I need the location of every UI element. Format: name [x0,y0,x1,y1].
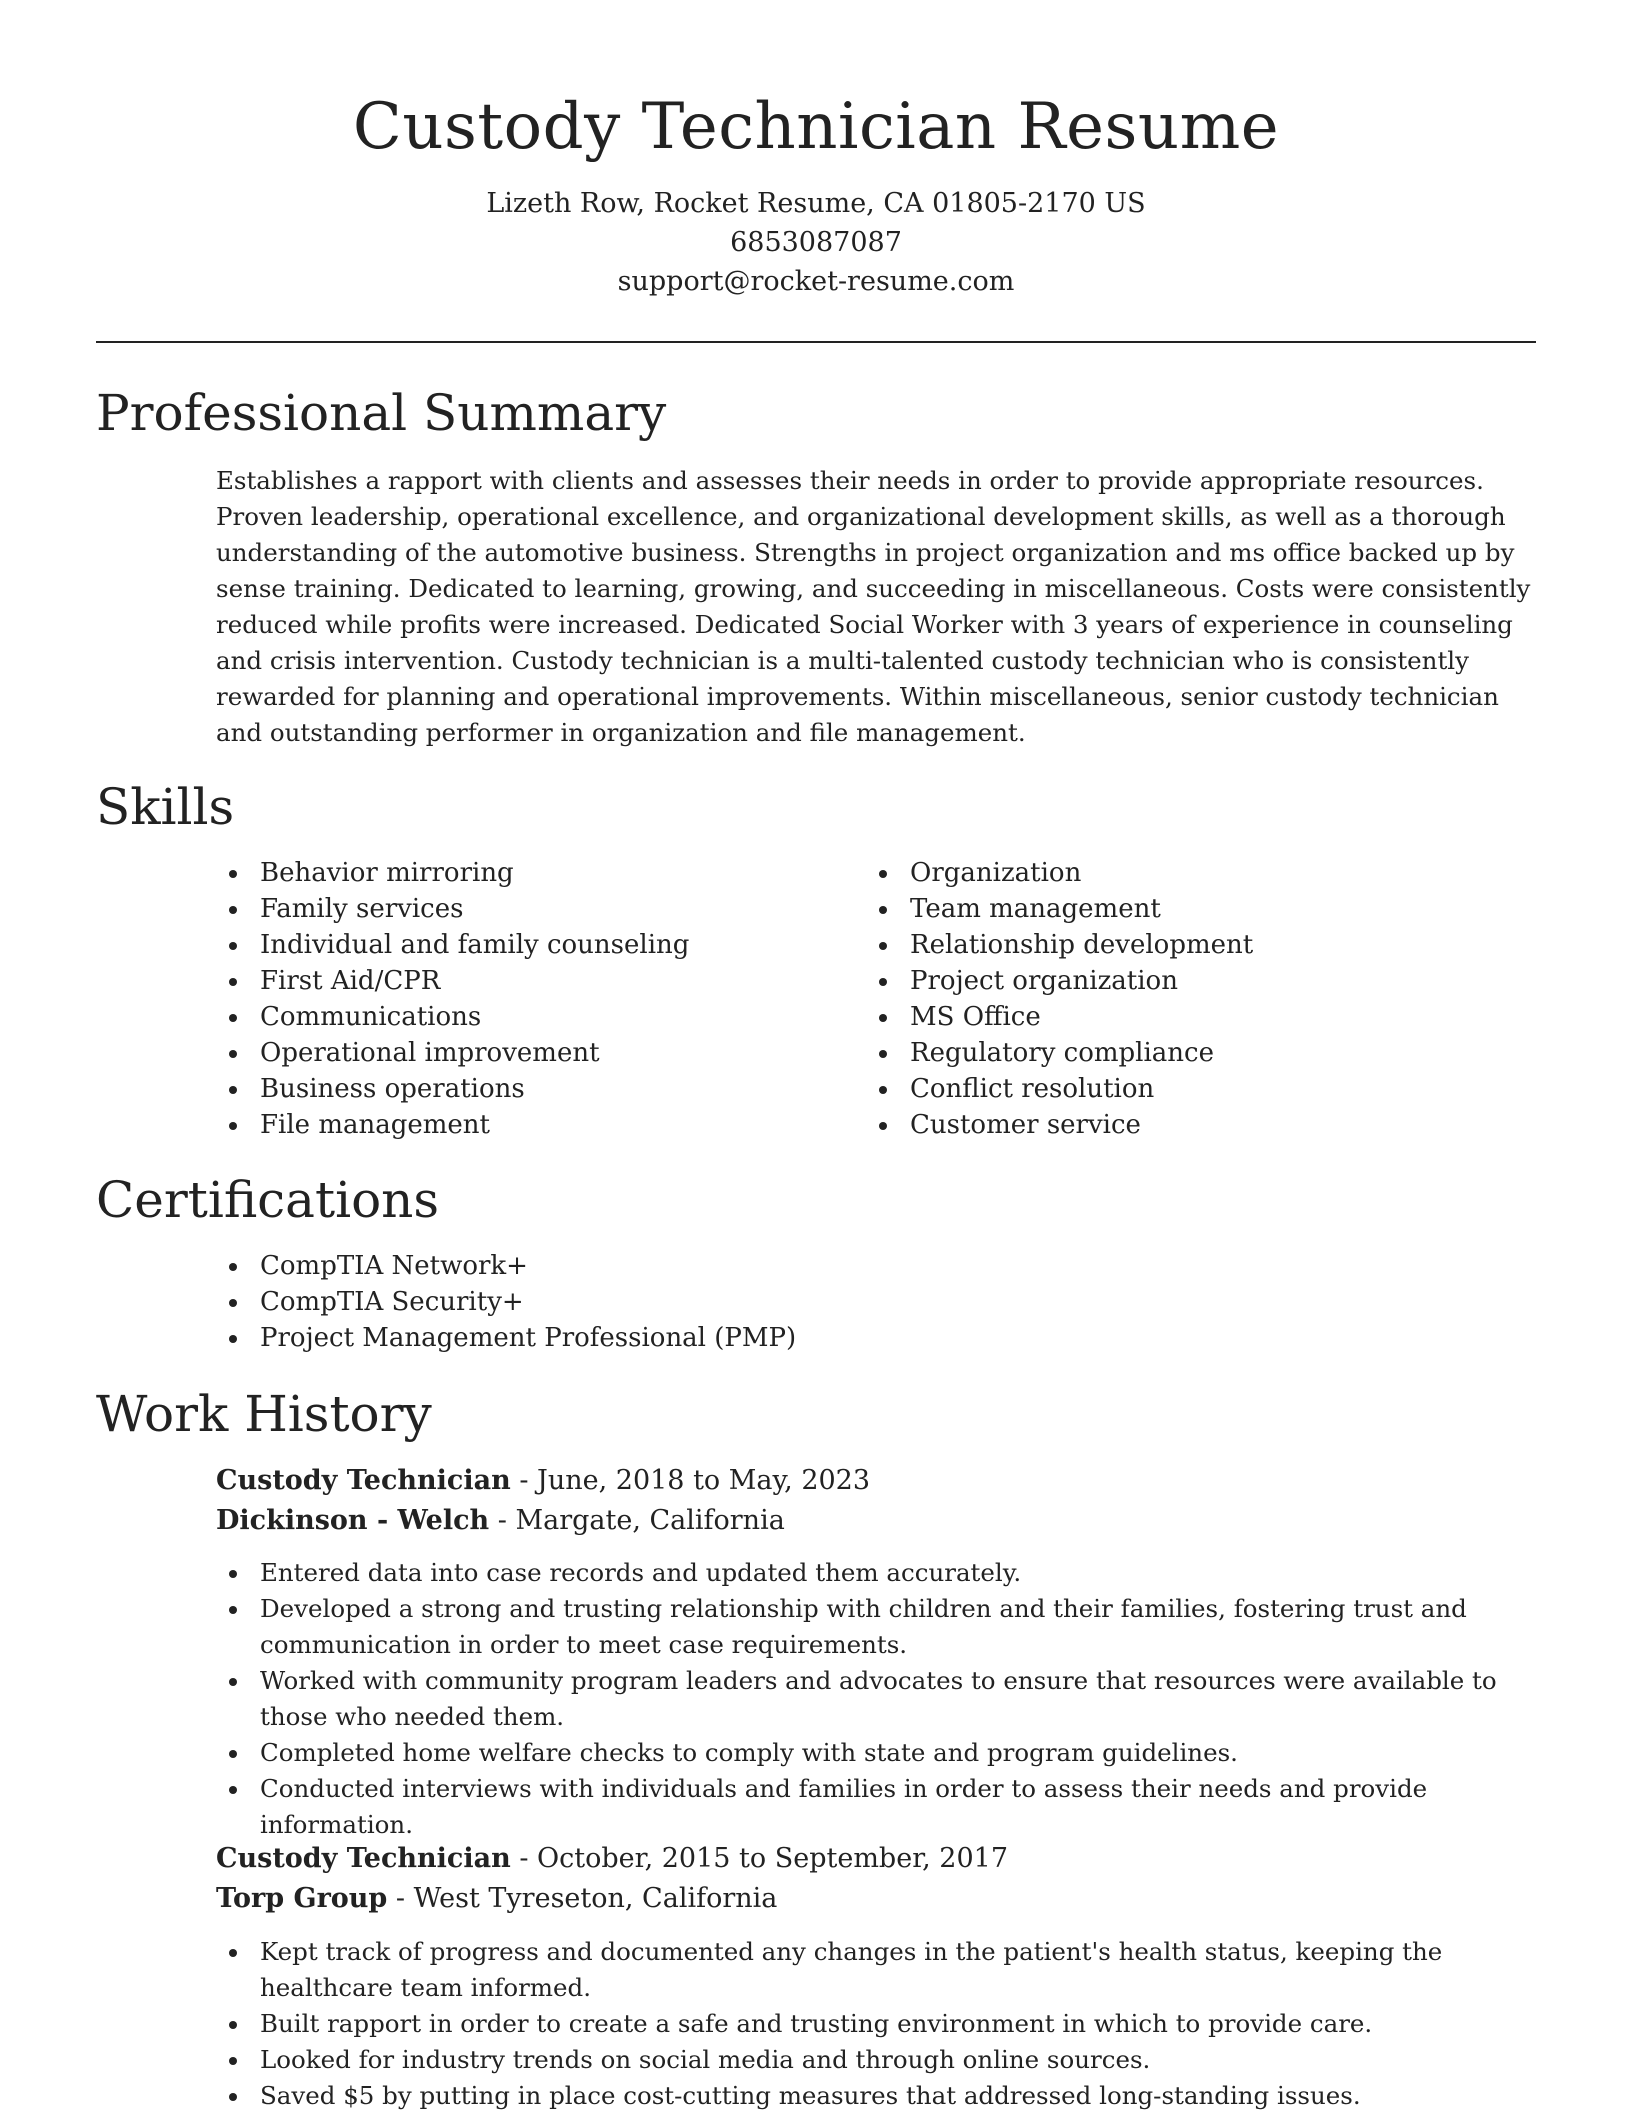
job-1-header [216,1461,870,1541]
contact-email: support@rocket-resume.com [617,266,1015,297]
skill-item: Communications [216,999,856,1035]
certifications-list [216,1248,1116,1356]
job-1-company-line [216,1501,870,1541]
job-2-company-line [216,1879,1008,1919]
skills-heading: Skills [96,778,235,836]
job-1-title-line [216,1461,870,1501]
skill-item: Operational improvement [216,1035,856,1071]
skill-item: Relationship development [866,927,1506,963]
job-1-company: Dickinson - Welch [216,1505,490,1536]
contact-block [0,184,1632,301]
skills-column-left [216,855,856,1143]
duty-item: Saved $5 by putting in place cost-cutting measures that addressed long-standing issues. [216,2078,1546,2114]
skill-item: MS Office [866,999,1506,1035]
job-2-company: Torp Group [216,1883,388,1914]
duty-item: Conducted interviews with individuals and families in order to assess their needs and provide information. [216,1771,1546,1843]
work-history-heading: Work History [96,1385,432,1443]
summary-text: Establishes a rapport with clients and assesses their needs in order to provide appropriate resources. Proven leadership, operational excellence, and organizational development skills, as well as a thorough understanding of the automotive business. Strengths in project organization and ms office backed up by sense training. Dedicated to learning, growing, and succeeding in miscellaneous. Costs were consistently reduced while profits were increased. Dedicated Social Worker with 3 years of experience in counseling and crisis intervention. Custody technician is a multi-talented custody technician who is consistently rewarded for planning and operational improvements. Within miscellaneous, senior custody technician and outstanding performer in organization and file management. [216,466,1531,747]
certification-item: CompTIA Network+ [216,1248,1116,1284]
header-divider [96,341,1536,343]
job-2-duties [216,1934,1546,2114]
job-2-location: - West Tyreseton, California [387,1883,778,1914]
skill-item: First Aid/CPR [216,963,856,999]
job-2-title-line [216,1839,1008,1879]
job-1-role: Custody Technician [216,1465,511,1496]
certification-item: Project Management Professional (PMP) [216,1320,1116,1356]
job-2-dates: - October, 2015 to September, 2017 [510,1843,1009,1874]
duty-item: Kept track of progress and documented any changes in the patient's health status, keeping the healthcare team informed. [216,1934,1546,2006]
job-1-location: - Margate, California [489,1505,785,1536]
job-1-duties-list [216,1555,1546,1843]
contact-address: Lizeth Row, Rocket Resume, CA 01805-2170 US [486,188,1146,219]
job-2-role: Custody Technician [216,1843,511,1874]
skill-item: Behavior mirroring [216,855,856,891]
job-1-dates: - June, 2018 to May, 2023 [510,1465,871,1496]
skill-item: Family services [216,891,856,927]
duty-item: Looked for industry trends on social media and through online sources. [216,2042,1546,2078]
skills-column-right [866,855,1506,1143]
duty-item: Developed a strong and trusting relationship with children and their families, fostering trust and communication in order to meet case requirements. [216,1591,1546,1663]
duty-item: Completed home welfare checks to comply with state and program guidelines. [216,1735,1546,1771]
certification-item: CompTIA Security+ [216,1284,1116,1320]
job-2-duties-list [216,1934,1546,2114]
skill-item: Customer service [866,1107,1506,1143]
skills-list-left [216,855,856,1143]
duty-item: Built rapport in order to create a safe and trusting environment in which to provide care. [216,2006,1546,2042]
skill-item: Regulatory compliance [866,1035,1506,1071]
skill-item: Project organization [866,963,1506,999]
contact-phone: 6853087087 [730,227,902,258]
resume-header [0,0,1632,301]
job-1-duties [216,1555,1546,1843]
skill-item: Conflict resolution [866,1071,1506,1107]
duty-item: Entered data into case records and updated them accurately. [216,1555,1546,1591]
resume-title: Custody Technician Resume [352,90,1280,164]
skill-item: Team management [866,891,1506,927]
certifications-column [216,1248,1116,1356]
skill-item: Organization [866,855,1506,891]
skills-list-right [866,855,1506,1143]
summary-heading: Professional Summary [96,384,667,442]
duty-item: Worked with community program leaders and advocates to ensure that resources were available to those who needed them. [216,1663,1546,1735]
certifications-heading: Certifications [96,1171,440,1229]
skill-item: Individual and family counseling [216,927,856,963]
job-2-header [216,1839,1008,1919]
skill-item: File management [216,1107,856,1143]
skill-item: Business operations [216,1071,856,1107]
